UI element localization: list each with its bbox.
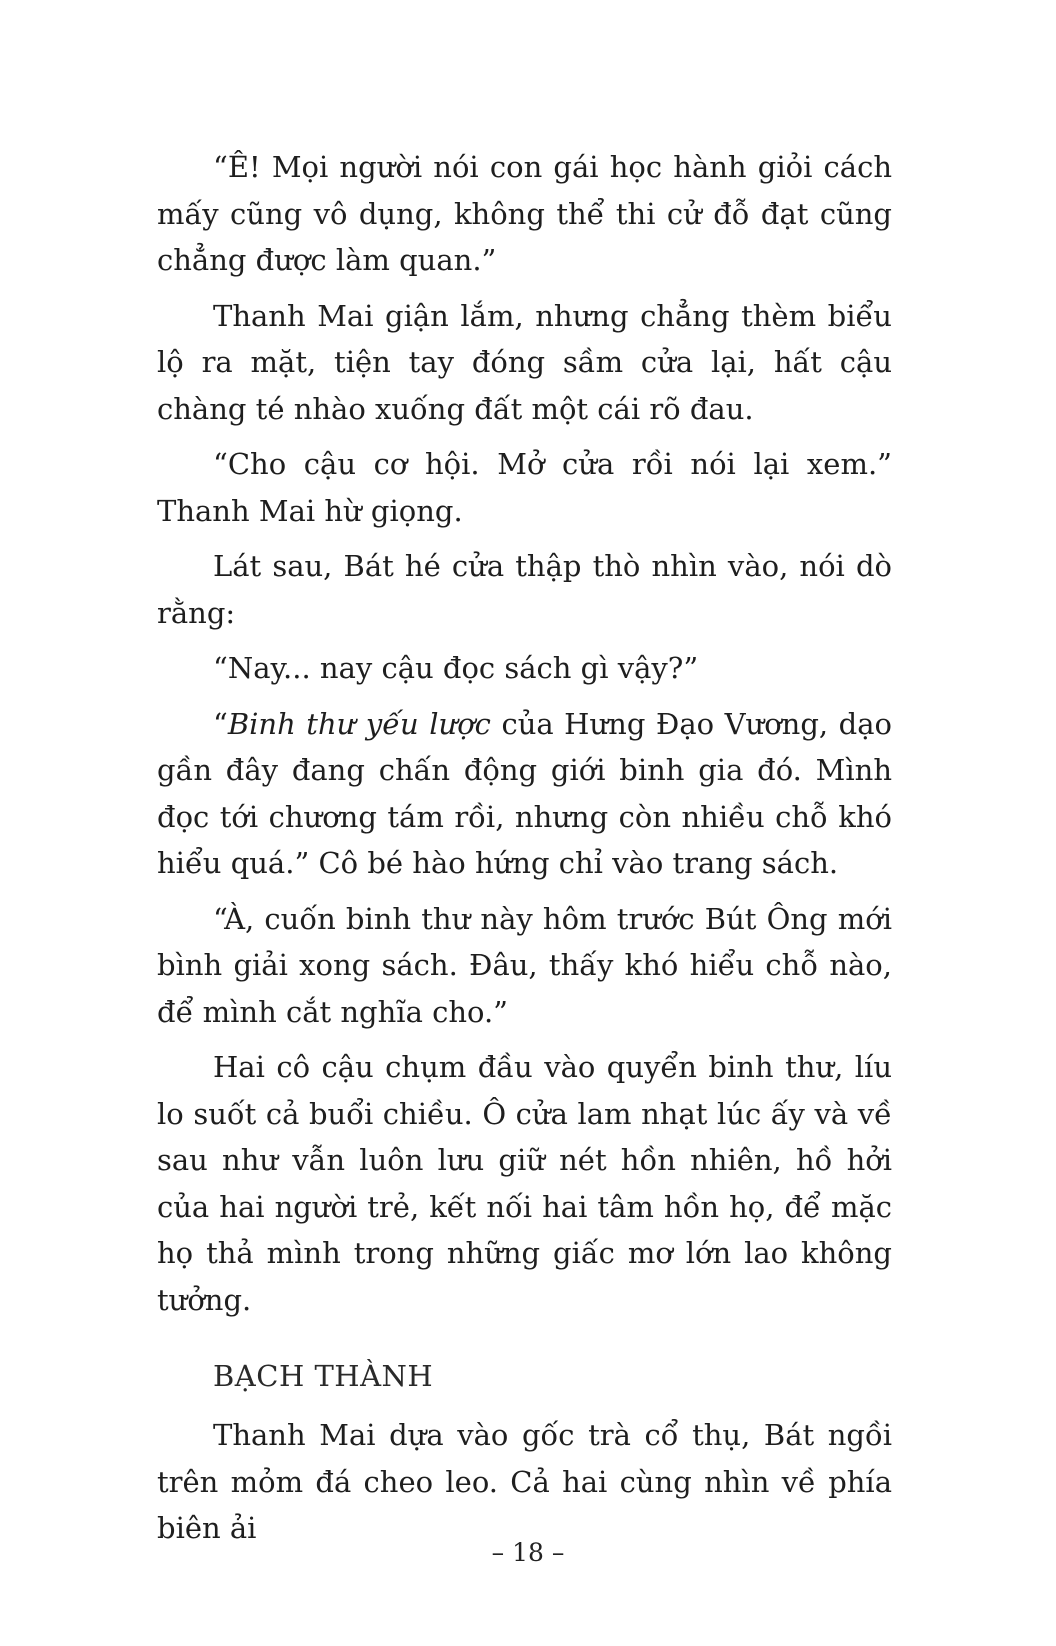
body-text <box>157 144 892 1561</box>
section-heading: BẠCH THÀNH <box>213 1359 434 1393</box>
paragraph-8: Hai cô cậu chụm đầu vào quyển binh thư, líu lo suốt cả buổi chiều. Ô cửa lam nhạt lúc ấy và về sau như vẫn luôn lưu giữ nét hồn nhiên, hồ hởi của hai người trẻ, kết nối hai tâm hồn họ, để mặc họ thả mình trong những giấc mơ lớn lao không tưởng. <box>157 1050 892 1317</box>
paragraph-6 <box>157 701 892 887</box>
paragraph-3: “Cho cậu cơ hội. Mở cửa rồi nói lại xem.” Thanh Mai hừ giọng. <box>157 447 892 528</box>
paragraph-6-rest: của Hưng Đạo Vương, dạo gần đây đang chấn động giới binh gia đó. Mình đọc tới chương tám rồi, nhưng còn nhiều chỗ khó hiểu quá.” Cô bé hào hứng chỉ vào trang sách. <box>157 706 892 880</box>
paragraph-5: “Nay... nay cậu đọc sách gì vậy?” <box>213 651 699 685</box>
page-number: – 18 – <box>491 1538 565 1567</box>
paragraph-7: “À, cuốn binh thư này hôm trước Bút Ông mới bình giải xong sách. Đâu, thấy khó hiểu chỗ nào, để mình cắt nghĩa cho.” <box>157 901 892 1029</box>
paragraph-2: Thanh Mai giận lắm, nhưng chẳng thèm biểu lộ ra mặt, tiện tay đóng sầm cửa lại, hất cậu chàng té nhào xuống đất một cái rõ đau. <box>157 298 892 426</box>
book-title: Binh thư yếu lược <box>227 706 491 741</box>
paragraph-9: Thanh Mai dựa vào gốc trà cổ thụ, Bát ngồi trên mỏm đá cheo leo. Cả hai cùng nhìn về phía biên ải <box>157 1418 892 1545</box>
paragraph-1: “Ê! Mọi người nói con gái học hành giỏi cách mấy cũng vô dụng, không thể thi cử đỗ đạt cũng chẳng được làm quan.” <box>157 150 892 277</box>
paragraph-4: Lát sau, Bát hé cửa thập thò nhìn vào, nói dò rằng: <box>157 549 892 630</box>
open-quote: “ <box>213 706 228 741</box>
